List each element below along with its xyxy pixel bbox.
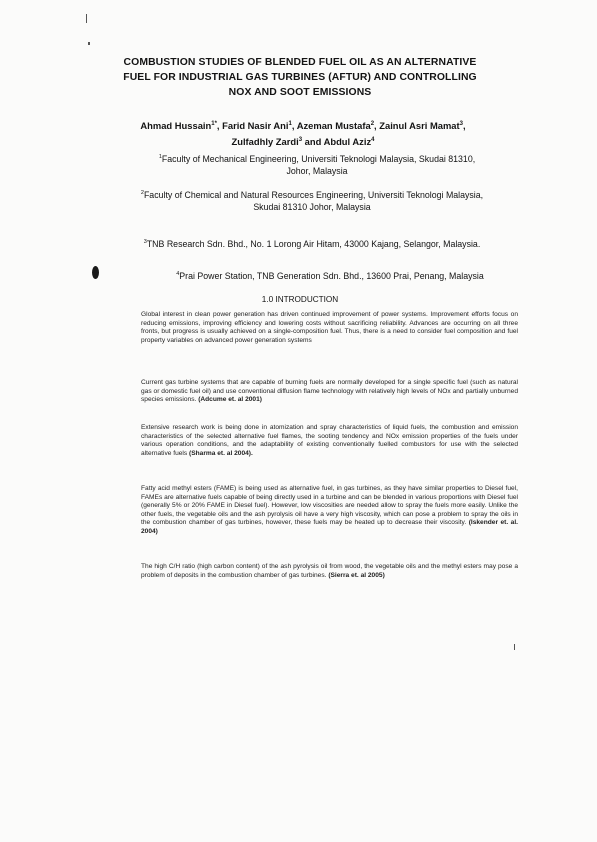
author: Abdul Aziz$^4$ — [323, 136, 375, 148]
author-list: Ahmad Hussain$^{1*}$, Farid Nasir Ani$^1$, Azeman Mustafa$^2$, Zainul Asri Mamat$^3$, Zulfadhly Zardi$^3$ and Abdul Aziz$^4$ — [140, 120, 466, 148]
paper-title: COMBUSTION STUDIES OF BLENDED FUEL OIL AS AN ALTERNATIVE FUEL FOR INDUSTRIAL GAS TURBINES (AFTUR) AND CONTROLLING NOX AND SOOT EMISSIONS — [123, 57, 477, 98]
author: Farid Nasir Ani$^1$ — [222, 120, 292, 132]
citation: (Adcume et. al 2001) — [198, 396, 262, 404]
affiliation: $^1$Faculty of Mechanical Engineering, Universiti Teknologi Malaysia, Skudai 81310, Johor, Malaysia — [158, 153, 476, 177]
paragraph: Extensive research work is being done in atomization and spray characteristics of liquid fuels, the combustion and emission characteristics of the selected alternative fuel flames, the sooting tendency and NOx emission properties of the fuels under various operation conditions, and the adaptability of existing conventionally fuelled combustors for use with the selected alternative fuels (Sharma et. al 2004). — [141, 424, 518, 457]
author: Zulfadhly Zardi$^3$ — [231, 136, 303, 148]
author: Zainul Asri Mamat$^3$ — [379, 120, 463, 132]
author: Ahmad Hussain$^{1*}$ — [140, 120, 217, 132]
affiliation: $^4$Prai Power Station, TNB Generation Sdn. Bhd., 13600 Prai, Penang, Malaysia — [176, 270, 484, 281]
paragraph: Fatty acid methyl esters (FAME) is being used as alternative fuel, in gas turbines, as they have similar properties to Diesel fuel, FAMEs are alternative fuels capable of being directly used in a turbine and can be blended in various proportions with Diesel fuel (generally 5% or 20% FAME in Diesel fuel). However, low viscosities are needed allow to spray the fuels more easily. Unlike the other fuels, the vegetable oils and the ash pyrolysis oil have a very high viscosity, which can pose a problem to spray the oils in the combustion chamber of gas turbines, however, these fuels may be heated up to decrease their viscosity. (Iskender et. al. 2004) — [141, 485, 519, 535]
affiliation: $^2$Faculty of Chemical and Natural Resources Engineering, Universiti Teknologi Malaysia, Skudai 81310 Johor, Malaysia — [140, 189, 484, 213]
paragraph: The high C/H ratio (high carbon content) of the ash pyrolysis oil from wood, the vegetable oils and the methyl esters may pose a problem of deposits in the combustion chamber of gas turbines. (Sierra et. al 2005) — [141, 563, 518, 579]
citation: (Sierra et. al 2005) — [328, 571, 385, 579]
affiliation: $^3$TNB Research Sdn. Bhd., No. 1 Lorong Air Hitam, 43000 Kajang, Selangor, Malaysia. — [143, 238, 481, 249]
citation: (Iskender et. al. 2004) — [141, 519, 519, 535]
scan-mark — [514, 644, 515, 650]
paragraph: Current gas turbine systems that are capable of burning fuels are normally developed for a single specific fuel (such as natural gas or domestic fuel oil) and use conventional diffusion flame technology with relatively high levels of NOx and partially unburned species emissions. (Adcume et. al 2001) — [141, 379, 518, 404]
citation: (Sharma et. al 2004). — [189, 449, 253, 457]
scan-mark — [86, 14, 87, 23]
section-heading: 1.0 INTRODUCTION — [261, 295, 339, 304]
punch-hole — [92, 266, 99, 279]
author: Azeman Mustafa$^2$ — [296, 120, 375, 132]
scan-mark — [88, 42, 90, 45]
paragraph: Global interest in clean power generation has driven continued improvement of power systems. Improvement efforts focus on reducing emissions, improving efficiency and lowering costs without sacrificing reliability. Advances are occurring on all three fronts, but progress is usually achieved on a single-composition fuel. Thus, there is a need to consider fuel composition and fuel property variables on advanced power generation systems — [141, 311, 518, 344]
